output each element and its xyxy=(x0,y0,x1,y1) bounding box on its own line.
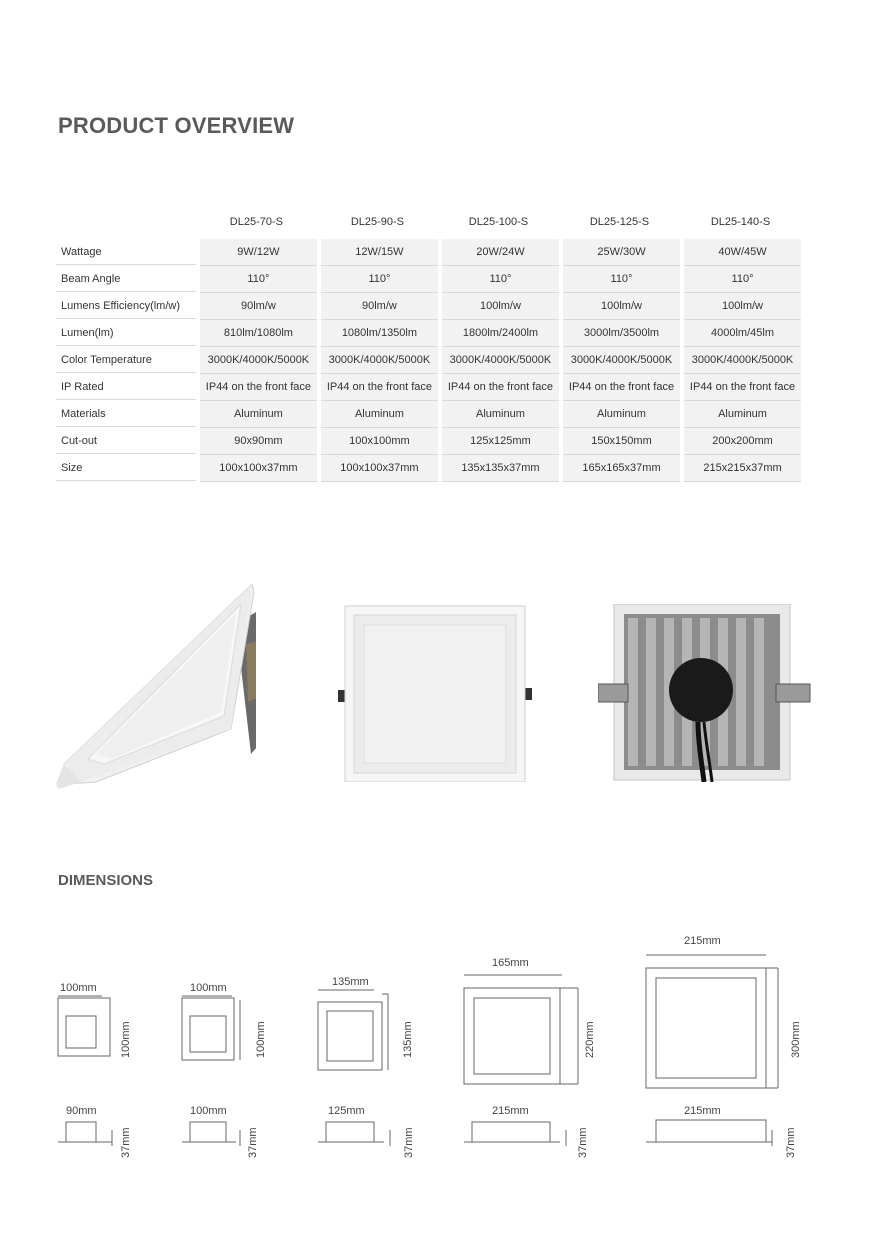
top-view-2-width: 100mm xyxy=(190,982,227,994)
table-cell: 100x100x37mm xyxy=(200,455,317,482)
table-cell: 200x200mm xyxy=(684,428,801,455)
side-view-3-height: 37mm xyxy=(403,1127,415,1158)
table-cell: 12W/15W xyxy=(321,239,438,266)
table-cell: 110° xyxy=(442,266,559,293)
row-label: Size xyxy=(56,455,196,481)
table-cell: 1080lm/1350lm xyxy=(321,320,438,347)
table-cell: 215x215x37mm xyxy=(684,455,801,482)
table-cell: 90lm/w xyxy=(200,293,317,320)
table-cell: 100lm/w xyxy=(684,293,801,320)
side-view-1-width: 90mm xyxy=(66,1105,97,1117)
side-view-4-height: 37mm xyxy=(577,1127,589,1158)
table-cell: 100lm/w xyxy=(442,293,559,320)
table-cell: Aluminum xyxy=(321,401,438,428)
top-view-5 xyxy=(646,955,778,1088)
top-view-3-height: 135mm xyxy=(402,1021,414,1058)
table-cell: IP44 on the front face xyxy=(200,374,317,401)
spec-table xyxy=(56,205,801,482)
table-cell: 90lm/w xyxy=(321,293,438,320)
table-cell: 40W/45W xyxy=(684,239,801,266)
table-row xyxy=(56,401,801,427)
side-view-2 xyxy=(182,1122,240,1146)
table-cell: 90x90mm xyxy=(200,428,317,455)
table-cell: 110° xyxy=(684,266,801,293)
table-cell: 1800lm/2400lm xyxy=(442,320,559,347)
table-cell: IP44 on the front face xyxy=(563,374,680,401)
downlight-back-image xyxy=(598,604,812,782)
table-cell: 25W/30W xyxy=(563,239,680,266)
top-view-2-height: 100mm xyxy=(255,1021,267,1058)
table-cell: 3000K/4000K/5000K xyxy=(563,347,680,374)
table-row xyxy=(56,320,801,346)
table-cell: 100x100x37mm xyxy=(321,455,438,482)
table-row xyxy=(56,347,801,373)
top-view-1-height: 100mm xyxy=(120,1021,132,1058)
model-header: DL25-140-S xyxy=(710,216,771,228)
top-view-5-height: 300mm xyxy=(790,1021,802,1058)
side-view-2-height: 37mm xyxy=(247,1127,259,1158)
top-view-3-width: 135mm xyxy=(332,976,369,988)
downlight-front-image xyxy=(338,604,534,782)
side-view-1 xyxy=(58,1122,112,1146)
table-cell: 3000K/4000K/5000K xyxy=(200,347,317,374)
table-cell: 9W/12W xyxy=(200,239,317,266)
table-cell: 110° xyxy=(563,266,680,293)
side-view-5-width: 215mm xyxy=(684,1105,721,1117)
table-cell: 3000K/4000K/5000K xyxy=(321,347,438,374)
top-view-3 xyxy=(318,990,388,1070)
top-view-4-width: 165mm xyxy=(492,957,529,969)
top-view-4-height: 220mm xyxy=(584,1021,596,1058)
table-row xyxy=(56,293,801,319)
table-cell: IP44 on the front face xyxy=(684,374,801,401)
table-row xyxy=(56,428,801,454)
table-cell: 125x125mm xyxy=(442,428,559,455)
side-view-4 xyxy=(464,1122,566,1146)
table-cell: 135x135x37mm xyxy=(442,455,559,482)
table-row xyxy=(56,455,801,481)
downlight-angled-image xyxy=(56,584,256,789)
product-overview-title: PRODUCT OVERVIEW xyxy=(58,113,295,138)
model-header: DL25-100-S xyxy=(468,216,529,228)
table-cell: 165x165x37mm xyxy=(563,455,680,482)
row-label: Materials xyxy=(56,401,196,427)
top-view-4 xyxy=(464,975,578,1084)
table-cell: 3000K/4000K/5000K xyxy=(684,347,801,374)
side-view-5-height: 37mm xyxy=(785,1127,797,1158)
row-label: Lumen(lm) xyxy=(56,320,196,346)
table-cell: 4000lm/45lm xyxy=(684,320,801,347)
table-cell: Aluminum xyxy=(200,401,317,428)
table-header xyxy=(56,205,801,239)
row-label: IP Rated xyxy=(56,374,196,400)
table-row xyxy=(56,374,801,400)
table-cell: 110° xyxy=(200,266,317,293)
side-view-1-height: 37mm xyxy=(120,1127,132,1158)
table-row xyxy=(56,266,801,292)
table-cell: 20W/24W xyxy=(442,239,559,266)
table-cell: 110° xyxy=(321,266,438,293)
side-view-4-width: 215mm xyxy=(492,1105,529,1117)
side-view-5 xyxy=(646,1120,772,1146)
row-label: Cut-out xyxy=(56,428,196,454)
row-label: Lumens Efficiency(lm/w) xyxy=(56,293,196,319)
top-view-1 xyxy=(58,996,110,1056)
table-cell: 150x150mm xyxy=(563,428,680,455)
side-view-3 xyxy=(318,1122,390,1146)
table-cell: 3000K/4000K/5000K xyxy=(442,347,559,374)
model-header: DL25-90-S xyxy=(350,216,405,228)
row-label: Wattage xyxy=(56,239,196,265)
top-view-5-width: 215mm xyxy=(684,935,721,947)
row-label: Color Temperature xyxy=(56,347,196,373)
table-cell: IP44 on the front face xyxy=(442,374,559,401)
table-cell: 100lm/w xyxy=(563,293,680,320)
table-cell: 100x100mm xyxy=(321,428,438,455)
side-view-3-width: 125mm xyxy=(328,1105,365,1117)
table-cell: 810lm/1080lm xyxy=(200,320,317,347)
model-header: DL25-70-S xyxy=(229,216,283,228)
table-cell: IP44 on the front face xyxy=(321,374,438,401)
table-cell: Aluminum xyxy=(442,401,559,428)
dimensions-title: DIMENSIONS xyxy=(58,872,154,889)
table-cell: 3000lm/3500lm xyxy=(563,320,680,347)
model-header: DL25-125-S xyxy=(589,216,650,228)
table-row xyxy=(56,239,801,265)
top-view-2 xyxy=(182,996,240,1060)
table-cell: Aluminum xyxy=(563,401,680,428)
row-label: Beam Angle xyxy=(56,266,196,292)
side-view-2-width: 100mm xyxy=(190,1105,227,1117)
table-cell: Aluminum xyxy=(684,401,801,428)
top-view-1-width: 100mm xyxy=(60,982,97,994)
